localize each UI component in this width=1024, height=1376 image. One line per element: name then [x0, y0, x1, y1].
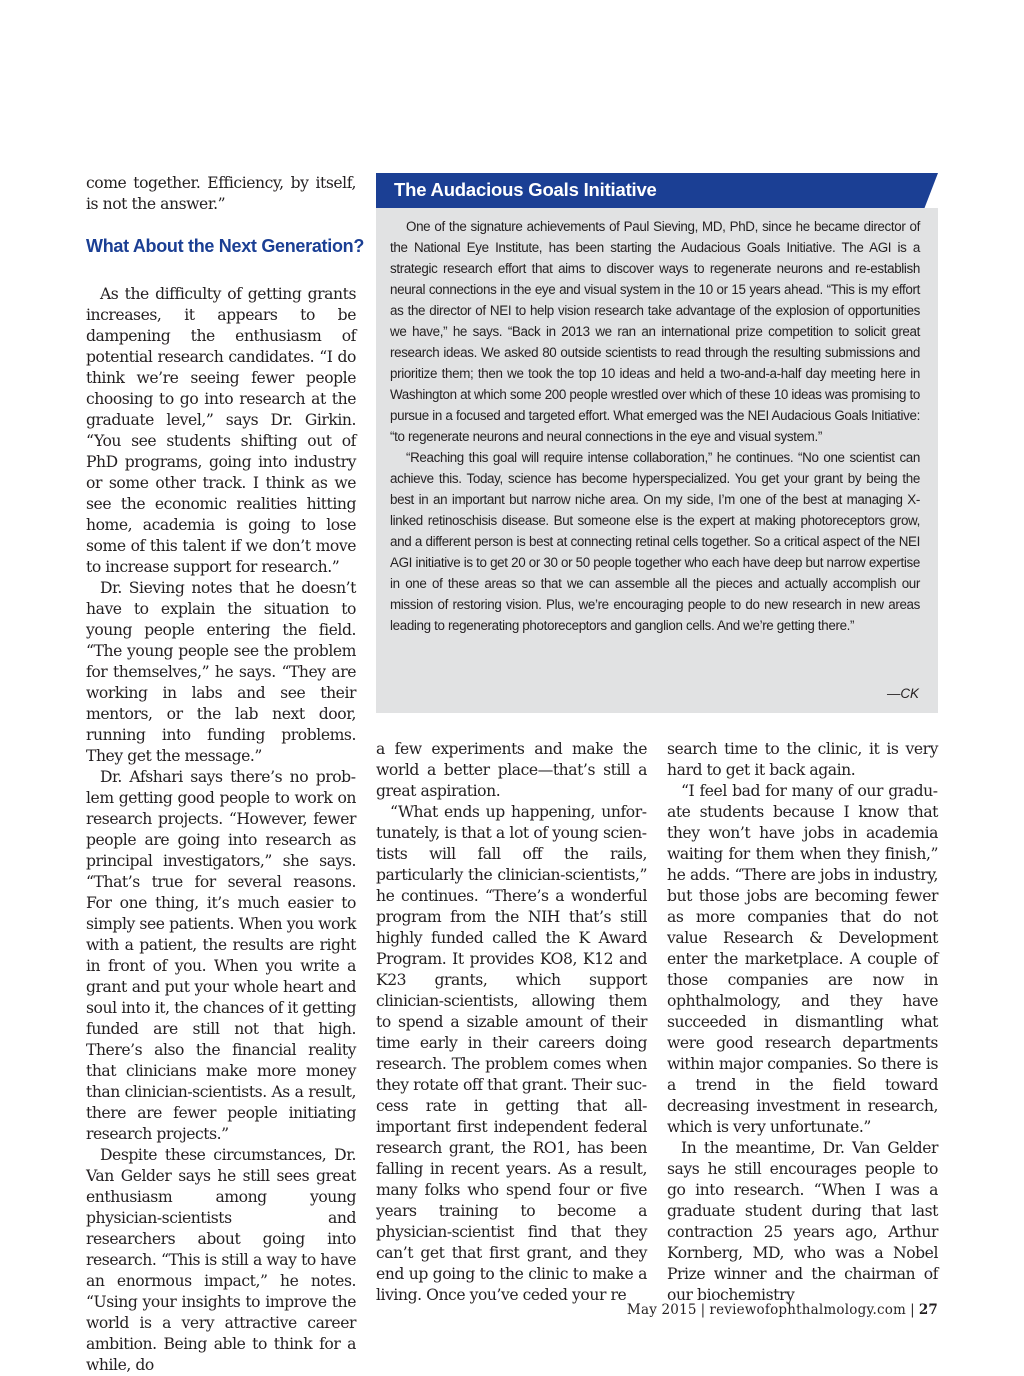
page-number: 27 [918, 1302, 938, 1318]
article-paragraph: In the meantime, Dr. Van Gelder says he still encourages people to go into research. “When I was a graduate student during that last contraction 25 years ago, Arthur Kornberg, MD, who was a Nobel Prize winner and the chairman of our biochemistry [667, 1139, 938, 1304]
section-subheading: What About the Next Generation? [86, 236, 365, 256]
page-footer [627, 1301, 938, 1319]
sidebar-title: The Audacious Goals Initiative [394, 179, 657, 200]
sidebar-paragraph: One of the signature achievements of Paul Sieving, MD, PhD, since he became director of the National Eye Institute, has been starting the Audacious Goals Initiative. The AGI is a strategic research effort that aims to discover ways to regenerate neurons and re-establish neural connections in the eye and visual system in the 10 or 15 years ahead. “This is my effort as the director of NEI to help vision research take advantage of the explosion of opportunities we have,” he says. “Back in 2013 we ran an international prize competition to solicit great research ideas. We asked 80 outside scientists to read through the resulting submissions and prioritize them; then we took the top 10 ideas and held a two-and-a-half day meeting here in Washington at which some 200 people wrestled over which of these 10 ideas was promising to pursue in a focused and targeted effort. What emerged was the NEI Audacious Goals Initiative: “to regenerate neurons and neural connections in the eye and visual system.” [390, 219, 920, 444]
article-paragraph: search time to the clinic, it is very hard to get it back again. [667, 740, 938, 779]
article-paragraph: “What ends up happening, unfortunately, is that a lot of young scientists will fall off the rails, particularly the clinician-scientists,” he continues. “There’s a wonderful program from the NIH that’s still highly funded called the K Award Program. It provides KO8, K12 and K23 grants, which support clinician-scientists, allowing them to spend a sizable amount of their time early in their careers doing research. The problem comes when they rotate off that grant. Their success rate in getting that all-important first independent federal research grant, the RO1, has been falling in recent years. As a result, many folks who spend four or five years training to become a physician-scientist find that they can’t get that first grant, and they end up going to the clinic to make a living. Once you’ve ceded your re [376, 803, 647, 1304]
sidebar-paragraph: “Reaching this goal will require intense collaboration,” he continues. “No one scientist can achieve this. Today, science has become hyperspecialized. You get your grant by being the best in an important but narrow niche area. On my side, I’m one of the best at managing X-linked retinoschisis disease. But someone else is the expert at making photoreceptors grow, and a different person is best at connecting retinal cells together. So a critical aspect of the NEI AGI initiative is to get 20 or 30 or 50 people together who each have deep but narrow expertise in one of these areas so that we can assemble all the pieces and actually accomplish our mission of restoring vision. Plus, we’re encouraging people to do new research in new areas leading to regenerating photoreceptors and ganglion cells. And we’re getting there.” [390, 450, 920, 633]
article-paragraph: Dr. Afshari says there’s no problem getting good people to work on research projects. “However, fewer people are going into research as principal investigators,” she says. “That’s true for several reasons. For one thing, it’s much easier to simply see patients. When you work with a patient, the results are right in front of you. When you write a grant and put your whole heart and soul into it, the chances of it getting funded are still not that high. There’s also the financial reality that clinicians make more money than clinician-scientists. As a result, there are fewer people initiating research projects.” [86, 768, 356, 1143]
article-paragraph: a few experiments and make the world a better place—that’s still a great aspiration. [376, 740, 647, 800]
article-column-right [667, 739, 938, 1306]
sidebar-body [376, 208, 938, 713]
footer-divider: | [700, 1302, 706, 1318]
sidebar-box [376, 173, 938, 713]
article-column-left [86, 173, 365, 1376]
footer-divider: | [910, 1302, 915, 1318]
article-paragraph: As the difficulty of getting grants increases, it appears to be dampening the enthusiasm of potential research candidates. “I do think we’re seeing fewer people choosing to go into research at the graduate level,” says Dr. Girkin. “You see students shifting out of PhD programs, going into industry or some other track. I think as we see the economic realities hitting home, academia is going to lose some of this talent if we don’t move to increase support for research.” [86, 285, 356, 576]
sidebar-text [390, 216, 920, 636]
article-paragraph: Despite these circumstances, Dr. Van Gelder says he still sees great enthusiasm among young physician-scientists and researchers about going into research. “This is still a way to have an enormous impact,” he notes. “Using your insights to improve the world is a very attractive career ambition. Being able to think for a while, do [86, 1146, 356, 1374]
article-column-middle [376, 739, 647, 1306]
issue-date: May 2015 [626, 1302, 697, 1318]
website-url: reviewofophthalmology.com [709, 1302, 907, 1318]
article-paragraph: come together. Efficiency, by itself, is not the answer.” [86, 174, 356, 213]
article-paragraph: “I feel bad for many of our graduate students because I know that they won’t have jobs in academia waiting for them when they finish,” he adds. “There are jobs in industry, but those jobs are becoming fewer as more companies that do not value Research & Development enter the marketplace. A couple of those companies are now in ophthalmology, and they have succeeded in dismantling what were good research departments within major companies. So there is a trend in the field toward decreasing investment in research, which is very unfortunate.” [667, 782, 938, 1136]
article-paragraph: Dr. Sieving notes that he doesn’t have to explain the situation to young people entering the field. “The young people see the problem for themselves,” he says. “They are working in labs and see their mentors, or the lab next door, running into funding problems. They get the message.” [86, 579, 356, 765]
sidebar-signature: —CK [887, 686, 919, 701]
